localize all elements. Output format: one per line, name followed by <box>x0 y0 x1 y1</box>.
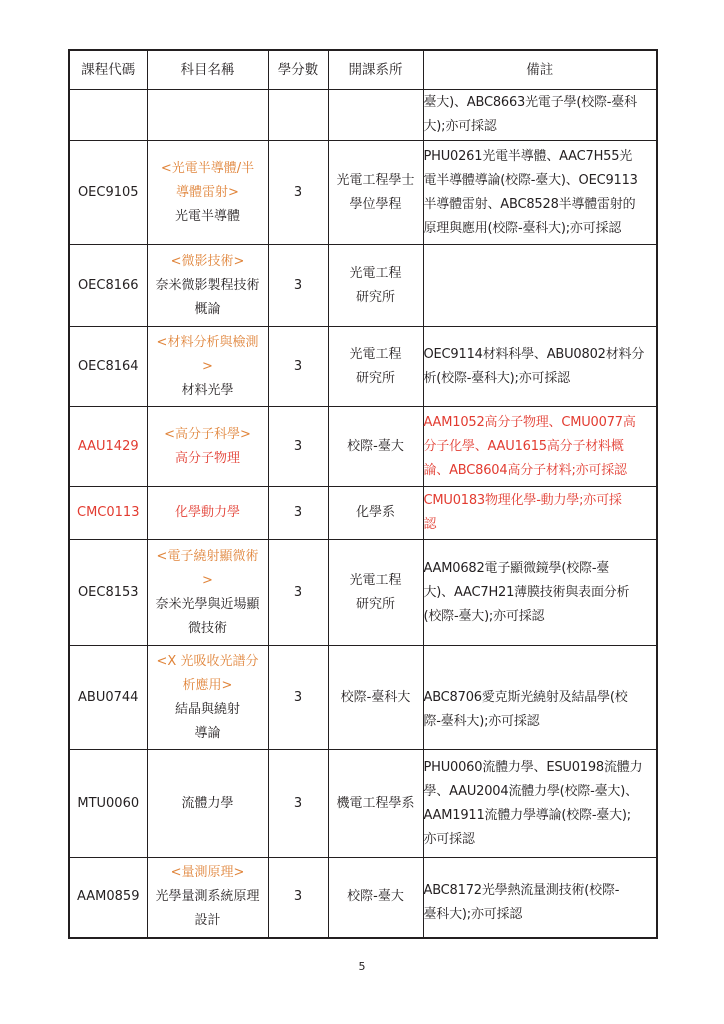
credit-cell: 3 <box>268 540 328 646</box>
note-line: 大)、AAC7H21薄膜技術與表面分析 <box>423 584 630 600</box>
note-line: AAM1052高分子物理、CMU0077高 <box>423 414 636 430</box>
course-name: 導論 <box>194 725 221 741</box>
course-code-cell: ABU0744 <box>69 646 147 750</box>
department-line: 光電工程 <box>349 346 402 362</box>
note-cell <box>423 245 657 327</box>
course-name-cell <box>147 245 268 327</box>
department-line: 光電工程 <box>349 265 402 281</box>
department-cell <box>328 407 423 487</box>
course-name: 微技術 <box>187 620 227 636</box>
table-row <box>69 90 657 141</box>
credit-cell <box>268 90 328 141</box>
course-name-cell <box>147 327 268 407</box>
note-cell <box>423 750 657 858</box>
note-line: 亦可採認 <box>423 831 475 847</box>
note-line: PHU0060流體力學、ESU0198流體力 <box>423 759 643 775</box>
course-name-cell <box>147 646 268 750</box>
course-category-tag: 析應用> <box>182 677 233 693</box>
header-department: 開課系所 <box>328 50 423 90</box>
course-name-cell <box>147 407 268 487</box>
department-cell <box>328 750 423 858</box>
course-code-cell: AAM0859 <box>69 858 147 938</box>
table-row <box>69 750 657 858</box>
table-row <box>69 858 657 938</box>
department-line: 研究所 <box>355 289 395 305</box>
course-category-tag: <電子繞射顯微術 <box>156 548 259 564</box>
course-name-cell: 化學動力學 <box>147 487 268 540</box>
course-category-tag: > <box>202 358 213 374</box>
course-name: 材料光學 <box>181 382 234 398</box>
department-line: 機電工程學系 <box>336 795 415 811</box>
course-code-cell: OEC8153 <box>69 540 147 646</box>
page-number: 5 <box>358 960 366 973</box>
table-row <box>69 487 657 540</box>
department-cell <box>328 487 423 540</box>
header-notes: 備註 <box>423 50 657 90</box>
note-cell <box>423 858 657 938</box>
course-category-tag: > <box>202 572 213 588</box>
note-line: 電半導體導論(校際-臺大)、OEC9113 <box>423 172 638 188</box>
department-line: 光電工程 <box>349 572 402 588</box>
note-line: 分子化學、AAU1615高分子材料概 <box>423 438 624 454</box>
credit-cell: 3 <box>268 858 328 938</box>
course-table <box>68 49 658 939</box>
department-line: 校際-臺大 <box>347 438 404 454</box>
department-line: 化學系 <box>355 505 395 520</box>
course-name: 概論 <box>194 301 221 317</box>
credit-cell: 3 <box>268 407 328 487</box>
course-name-cell <box>147 141 268 245</box>
note-cell <box>423 540 657 646</box>
department-cell <box>328 327 423 407</box>
table-row <box>69 646 657 750</box>
note-line: 析(校際-臺科大);亦可採認 <box>423 370 570 386</box>
course-code-cell: AAU1429 <box>69 407 147 487</box>
course-code-cell: OEC8166 <box>69 245 147 327</box>
course-code-cell <box>69 90 147 141</box>
table-row <box>69 540 657 646</box>
course-name-cell <box>147 540 268 646</box>
note-line: 學、AAU2004流體力學(校際-臺大)、 <box>423 783 638 799</box>
course-code-cell: CMC0113 <box>69 487 147 540</box>
course-name-cell <box>147 858 268 938</box>
course-name: 光電半導體 <box>174 208 240 224</box>
course-name: 高分子物理 <box>174 450 240 466</box>
credit-cell: 3 <box>268 487 328 540</box>
note-line: AAM1911流體力學導論(校際-臺大); <box>423 807 631 823</box>
note-line: 臺大)、ABC8663光電子學(校際-臺科 <box>423 95 637 110</box>
note-line: OEC9114材料科學、ABU0802材料分 <box>423 346 645 362</box>
table-row <box>69 407 657 487</box>
note-line: 大);亦可採認 <box>423 119 497 134</box>
note-line: ABC8706愛克斯光繞射及結晶學(校 <box>423 689 628 705</box>
department-line: 光電工程學士 <box>336 172 415 188</box>
department-cell <box>328 646 423 750</box>
department-line: 校際-臺大 <box>347 889 404 905</box>
course-name: 光學量測系統原理 <box>155 889 260 905</box>
course-name-cell <box>147 90 268 141</box>
note-line: 論、ABC8604高分子材料;亦可採認 <box>423 462 627 478</box>
credit-cell: 3 <box>268 750 328 858</box>
department-line: 研究所 <box>355 370 395 386</box>
note-line: 半導體雷射、ABC8528半導體雷射的 <box>423 196 636 212</box>
note-line: 認 <box>423 517 437 532</box>
credit-cell: 3 <box>268 141 328 245</box>
department-cell <box>328 141 423 245</box>
course-name: 奈米微影製程技術 <box>155 277 260 293</box>
department-line: 校際-臺科大 <box>340 689 411 705</box>
header-credits: 學分數 <box>268 50 328 90</box>
course-name: 設計 <box>194 913 221 929</box>
note-line: AAM0682電子顯微鏡學(校際-臺 <box>423 560 610 576</box>
note-cell <box>423 487 657 540</box>
course-name: 奈米光學與近場顯 <box>155 596 260 612</box>
note-cell <box>423 90 657 141</box>
note-cell <box>423 646 657 750</box>
table-row <box>69 327 657 407</box>
table-row <box>69 141 657 245</box>
department-cell <box>328 540 423 646</box>
header-course-code: 課程代碼 <box>69 50 147 90</box>
table-row <box>69 245 657 327</box>
course-category-tag: <微影技術> <box>170 253 245 269</box>
course-code-cell: MTU0060 <box>69 750 147 858</box>
course-category-tag: <材料分析與檢測 <box>156 334 259 350</box>
note-line: PHU0261光電半導體、AAC7H55光 <box>423 148 633 164</box>
note-line: 原理與應用(校際-臺科大);亦可採認 <box>423 220 622 236</box>
course-name-cell: 流體力學 <box>147 750 268 858</box>
department-cell <box>328 90 423 141</box>
department-cell <box>328 858 423 938</box>
note-cell <box>423 141 657 245</box>
course-category-tag: <高分子科學> <box>164 426 251 442</box>
credit-cell: 3 <box>268 646 328 750</box>
note-cell <box>423 407 657 487</box>
course-category-tag: <量測原理> <box>170 865 245 881</box>
note-line: 臺科大);亦可採認 <box>423 907 523 923</box>
course-category-tag: 導體雷射> <box>176 184 239 200</box>
header-course-name: 科目名稱 <box>147 50 268 90</box>
note-line: CMU0183物理化學-動力學;亦可採 <box>423 493 622 508</box>
department-line: 學位學程 <box>349 196 402 212</box>
note-line: 際-臺科大);亦可採認 <box>423 713 540 729</box>
course-category-tag: <光電半導體/半 <box>160 160 255 176</box>
course-name: 結晶與繞射 <box>174 701 240 717</box>
note-line: ABC8172光學熱流量測技術(校際- <box>423 883 620 899</box>
department-line: 研究所 <box>355 596 395 612</box>
note-cell <box>423 327 657 407</box>
credit-cell: 3 <box>268 245 328 327</box>
credit-cell: 3 <box>268 327 328 407</box>
table-header-row <box>69 50 657 90</box>
course-code-cell: OEC9105 <box>69 141 147 245</box>
note-line: (校際-臺大);亦可採認 <box>423 608 545 624</box>
course-code-cell: OEC8164 <box>69 327 147 407</box>
department-cell <box>328 245 423 327</box>
course-category-tag: <X 光吸收光譜分 <box>156 653 259 669</box>
